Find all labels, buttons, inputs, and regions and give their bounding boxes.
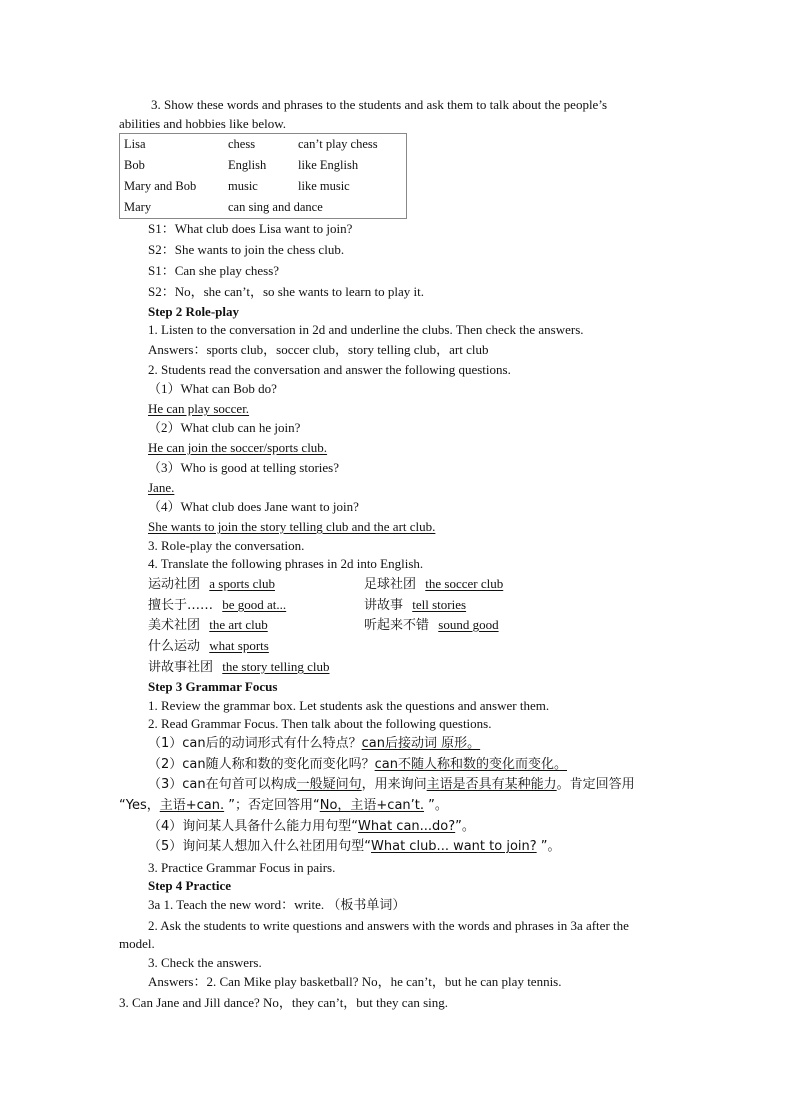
phrase-zh: 听起来不错 [364, 618, 430, 633]
grammar-question-4 [148, 820, 475, 833]
step4-line-2: 2. Ask the students to write questions and answers with the words and phrases in 3a after the [148, 918, 629, 933]
table-cell: like music [298, 179, 350, 194]
intro-line-1: 3. Show these words and phrases to the students and ask them to talk about the people’s [151, 97, 608, 112]
phrase-zh: 美术社团 [148, 618, 201, 633]
grammar-question-text: （3）can在句首可以构成 [148, 777, 297, 792]
phrase-en: what sports [209, 638, 269, 653]
grammar-question-1 [148, 737, 480, 750]
step4-line-5: 3. Can Jane and Jill dance? No，they can’t，but they can sing. [119, 995, 449, 1010]
dialogue-line: S1：What club does Lisa want to join? [148, 221, 353, 236]
grammar-question-text: （5）询问某人想加入什么社团用句型“ [148, 839, 372, 854]
step3-heading: Step 3 Grammar Focus [148, 679, 278, 694]
table-row [120, 134, 407, 156]
grammar-question-text: （4）询问某人具备什么能力用句型“ [148, 819, 359, 834]
phrase-row [148, 577, 275, 591]
step3-item-3: 3. Practice Grammar Focus in pairs. [148, 860, 336, 875]
answer-3: Jane. [148, 480, 175, 495]
question-3: （3）Who is good at telling stories? [148, 460, 340, 475]
step2-item-3: 3. Role-play the conversation. [148, 538, 305, 553]
step2-heading: Step 2 Role-play [148, 304, 239, 319]
answer-1: He can play soccer. [148, 401, 250, 416]
phrase-en: sound good [438, 617, 499, 632]
phrase-row [364, 618, 499, 632]
grammar-answer: 一般疑问句 [296, 777, 362, 792]
table-cell: like English [298, 158, 359, 173]
table-cell: Lisa [124, 137, 146, 152]
phrase-row [364, 577, 503, 591]
table-cell: English [228, 158, 267, 173]
grammar-question-3 [148, 778, 635, 791]
step3-item-1: 1. Review the grammar box. Let students ask the questions and answer them. [148, 698, 550, 713]
phrase-row [148, 660, 330, 674]
question-1: （1）What can Bob do? [148, 381, 277, 396]
grammar-answer: can不随人称和数的变化而变化。 [374, 757, 567, 772]
words-table [119, 133, 407, 219]
grammar-answer: No，主语+can’t. [319, 798, 425, 813]
phrase-zh: 运动社团 [148, 577, 201, 592]
grammar-question-text: ”。 [536, 839, 561, 854]
question-2: （2）What club can he join? [148, 420, 301, 435]
step4-line-4: Answers：2. Can Mike play basketball? No，he can’t，but he can play tennis. [148, 974, 562, 989]
step4-heading: Step 4 Practice [148, 878, 232, 893]
step2-item-2: 2. Students read the conversation and answer the following questions. [148, 362, 511, 377]
phrase-row [148, 618, 268, 632]
question-4: （4）What club does Jane want to join? [148, 499, 359, 514]
grammar-question-text: ，用来询问 [361, 777, 427, 792]
step4-line-1: 3a 1. Teach the new word：write. （板书单词） [148, 897, 406, 912]
phrase-zh: 讲故事社团 [148, 660, 214, 675]
table-cell: chess [228, 137, 256, 152]
phrase-en: the story telling club [222, 659, 330, 674]
grammar-question-text: ”；否定回答用“ [224, 798, 320, 813]
grammar-answer: What can...do? [358, 819, 456, 834]
phrase-en: be good at... [222, 597, 287, 612]
phrase-row [364, 598, 466, 612]
phrase-en: a sports club [209, 576, 275, 591]
answer-2: He can join the soccer/sports club. [148, 440, 328, 455]
grammar-question-text: “Yes， [119, 798, 160, 813]
grammar-question-text: （2）can随人称和数的变化而变化吗？ [148, 757, 375, 772]
step2-answers: Answers：sports club，soccer club，story telling club，art club [148, 342, 489, 357]
table-cell: Bob [124, 158, 145, 173]
table-row [120, 176, 407, 197]
table-cell: Mary [124, 200, 152, 215]
phrase-zh: 什么运动 [148, 639, 201, 654]
grammar-answer: 主语+can. [159, 798, 225, 813]
step2-item-1: 1. Listen to the conversation in 2d and underline the clubs. Then check the answers. [148, 322, 584, 337]
dialogue-line: S2：No，she can’t，so she wants to learn to play it. [148, 284, 424, 299]
table-cell: music [228, 179, 258, 194]
grammar-question-text: ”。 [424, 798, 448, 813]
grammar-question-2 [148, 758, 567, 771]
grammar-question-text: （1）can后的动词形式有什么特点？ [148, 736, 362, 751]
dialogue-line: S2：She wants to join the chess club. [148, 242, 345, 257]
grammar-answer: 主语是否具有某种能力 [426, 777, 557, 792]
phrase-en: the soccer club [425, 576, 504, 591]
grammar-question-text: ”。 [455, 819, 475, 834]
step3-item-2: 2. Read Grammar Focus. Then talk about the following questions. [148, 716, 492, 731]
intro-line-2: abilities and hobbies like below. [119, 116, 287, 131]
grammar-question-text: 。肯定回答用 [556, 777, 635, 792]
grammar-answer: can后接动词 原形。 [361, 736, 481, 751]
table-row [120, 155, 407, 176]
phrase-zh: 擅长于…… [148, 598, 214, 613]
grammar-question-3-cont [119, 799, 448, 812]
dialogue-line: S1：Can she play chess? [148, 263, 280, 278]
phrase-zh: 讲故事 [364, 598, 404, 613]
phrase-en: the art club [209, 617, 268, 632]
phrase-zh: 足球社团 [364, 577, 417, 592]
table-cell: can’t play chess [298, 137, 378, 152]
grammar-question-5 [148, 840, 561, 853]
answer-4: She wants to join the story telling club and the art club. [148, 519, 436, 534]
phrase-row [148, 639, 269, 653]
step4-line-2b: model. [119, 936, 155, 951]
table-row [120, 197, 407, 219]
phrase-row [148, 598, 286, 612]
step2-item-4: 4. Translate the following phrases in 2d into English. [148, 556, 424, 571]
grammar-answer: What club... want to join? [371, 839, 537, 854]
step4-line-3: 3. Check the answers. [148, 955, 262, 970]
phrase-en: tell stories [412, 597, 467, 612]
table-cell: Mary and Bob [124, 179, 197, 194]
table-cell: can sing and dance [228, 200, 323, 215]
